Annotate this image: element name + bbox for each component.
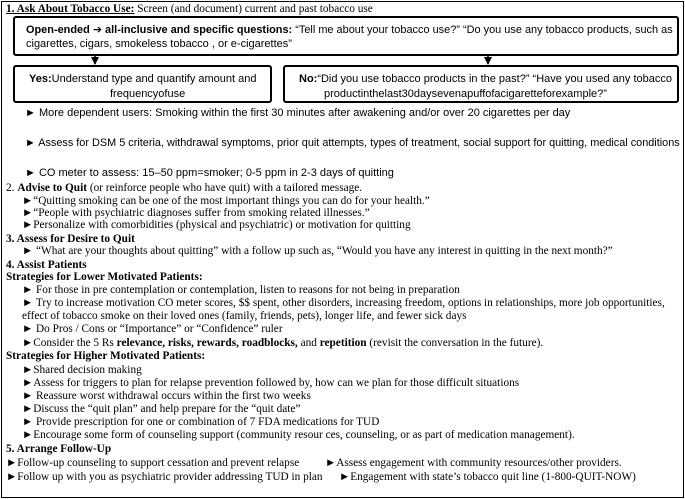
bullet-icon: ► xyxy=(22,377,34,389)
higher-item-2-text: Assess for triggers to plan for relapse prevention followed by, how can we plan for those difficult situations xyxy=(33,377,520,389)
s2-item-2 xyxy=(22,207,370,219)
s2-item-3-text: Personalize with comorbidities (physical and psychiatric) or motivation for quitting xyxy=(33,219,411,231)
yes-text-1: Understand type and quantify amount and xyxy=(51,73,257,85)
lower-item-3 xyxy=(22,323,283,335)
higher-item-3-text: Reassure worst withdrawal occurs within the first two weeks xyxy=(36,390,311,402)
higher-item-4-text: Discuss the “quit plan” and help prepare for the “quit date” xyxy=(33,403,301,415)
bullet-icon: ► xyxy=(22,207,34,219)
bullet-icon: ► xyxy=(339,471,351,483)
section-1-heading: 1. Ask About Tobacco Use: xyxy=(6,3,135,15)
open-ended-arrow-glyph: ➔ xyxy=(92,24,102,36)
bullet-icon: ► xyxy=(25,167,36,179)
bullet-icon: ► xyxy=(6,457,18,469)
bullet-icon: ► xyxy=(22,403,34,415)
five-rs-list: relevance, risks, rewards, roadblocks, xyxy=(116,337,298,349)
s5-item-2 xyxy=(325,457,622,469)
section-2-heading: Advise to Quit xyxy=(17,182,87,194)
s3-item-1-text: “What are your thoughts about quitting” with a follow up such as, “Would you have any interest in quitting in the next month?” xyxy=(36,245,613,257)
bullet-icon: ► xyxy=(22,284,34,296)
s1-item-1 xyxy=(25,107,570,119)
s5-item-4 xyxy=(339,471,636,483)
bullet-icon: ► xyxy=(325,457,337,469)
section-3-heading: 3. Assess for Desire to Quit xyxy=(6,233,135,245)
lower-item-5rs xyxy=(22,337,543,349)
bullet-icon: ► xyxy=(22,416,34,428)
s1-item-2 xyxy=(25,137,680,149)
bullet-icon: ► xyxy=(25,137,36,149)
bullet-icon: ► xyxy=(22,297,34,309)
five-rs-and: and xyxy=(300,337,317,349)
s5-item-1 xyxy=(6,457,299,469)
higher-item-1-text: Shared decision making xyxy=(33,364,142,376)
section-2-intro: (or reinforce people who have quit) with a tailored message. xyxy=(89,182,363,194)
no-line-1 xyxy=(299,73,672,85)
lower-item-2-continuation: effect of tobacco smoke on their loved ones (family, friends, pets), longer life, and fewer sick days xyxy=(22,310,467,322)
bullet-icon: ► xyxy=(22,323,34,335)
lower-item-1-text: For those in pre contemplation or contemplation, listen to reasons for not being in preparation xyxy=(36,284,460,296)
bullet-icon: ► xyxy=(22,337,34,349)
lower-item-3-text: Do Pros / Cons or “Importance” or “Confidence” ruler xyxy=(36,323,283,335)
lower-item-2-text: Try to increase motivation CO meter scores, $$ spent, other disorders, increasing freedom, options in relationships, more job opportunities, xyxy=(35,297,665,309)
no-label: No: xyxy=(299,73,318,85)
s2-item-3 xyxy=(22,219,411,231)
s2-item-1-text: “Quitting smoking can be one of the most important things you can do for your health.” xyxy=(33,195,430,207)
five-rs-intro: Consider the 5 Rs xyxy=(33,337,114,349)
s5-item-1-text: Follow-up counseling to support cessation and prevent relapse xyxy=(17,457,300,469)
open-ended-question-2: cigarettes, cigars, smokeless tobacco , or e-cigarettes” xyxy=(26,38,292,50)
five-rs-note: (revisit the conversation in the future). xyxy=(369,337,544,349)
bullet-icon: ► xyxy=(22,195,34,207)
open-ended-box xyxy=(13,16,679,56)
five-rs-repetition: repetition xyxy=(319,337,367,349)
bullet-icon: ► xyxy=(6,471,18,483)
bullet-icon: ► xyxy=(22,390,34,402)
no-text-1: “Did you use tobacco products in the past?” “Have you used any tobacco xyxy=(317,73,672,85)
no-box xyxy=(283,65,679,103)
section-1-intro: Screen (and document) current and past tobacco use xyxy=(137,3,373,15)
s2-item-2-text: “People with psychiatric diagnoses suffer from smoking related illnesses.” xyxy=(33,207,370,219)
open-ended-label-2: all-inclusive and specific questions: xyxy=(105,24,293,36)
s5-item-2-text: Assess engagement with community resources/other providers. xyxy=(336,457,622,469)
higher-item-1 xyxy=(22,364,142,376)
higher-item-4 xyxy=(22,403,300,415)
yes-text-2: frequencyofuse xyxy=(110,88,186,100)
bullet-icon: ► xyxy=(22,364,34,376)
higher-motivated-heading: Strategies for Higher Motivated Patients: xyxy=(6,350,206,362)
higher-item-3 xyxy=(22,390,311,402)
section-2-title xyxy=(6,182,362,194)
higher-item-2 xyxy=(22,377,519,389)
s5-item-3 xyxy=(6,471,323,483)
section-2-number: 2. xyxy=(6,182,15,194)
s1-item-3 xyxy=(25,167,394,179)
yes-box xyxy=(13,65,272,103)
higher-item-5 xyxy=(22,416,379,428)
s5-item-3-text: Follow up with you as psychiatric provider addressing TUD in plan xyxy=(17,471,323,483)
bullet-icon: ► xyxy=(22,245,34,257)
higher-item-6 xyxy=(22,429,575,441)
section-1-title xyxy=(6,3,373,15)
bullet-icon: ► xyxy=(25,107,36,119)
open-ended-label: Open-ended xyxy=(26,24,90,36)
bullet-icon: ► xyxy=(22,429,34,441)
section-5-heading: 5. Arrange Follow-Up xyxy=(6,443,112,455)
lower-item-2 xyxy=(22,297,665,309)
s5-item-4-text: Engagement with state’s tobacco quit line (1-800-QUIT-NOW) xyxy=(350,471,636,483)
yes-line-1 xyxy=(29,73,257,85)
section-4-heading: 4. Assist Patients xyxy=(6,259,87,271)
yes-label: Yes: xyxy=(29,73,52,85)
higher-item-5-text: Provide prescription for one or combination of 7 FDA medications for TUD xyxy=(36,416,380,428)
higher-item-6-text: Encourage some form of counseling support (community resour ces, counseling, or as part of medication management). xyxy=(33,429,575,441)
s2-item-1 xyxy=(22,195,430,207)
lower-motivated-heading: Strategies for Lower Motivated Patients: xyxy=(6,271,203,283)
open-ended-line-1 xyxy=(26,24,673,36)
s1-item-1-text: More dependent users: Smoking within the first 30 minutes after awakening and/or over 20 cigarettes per day xyxy=(38,107,571,119)
open-ended-question-1: “Tell me about your tobacco use?” “Do you use any tobacco products, such as xyxy=(295,24,673,36)
s1-item-3-text: CO meter to assess: 15–50 ppm=smoker; 0-5 ppm in 2-3 days of quitting xyxy=(38,167,394,179)
s1-item-2-text: Assess for DSM 5 criteria, withdrawal symptoms, prior quit attempts, types of treatment, social support for quitting, medical conditions xyxy=(38,137,680,149)
bullet-icon: ► xyxy=(22,219,34,231)
lower-item-1 xyxy=(22,284,460,296)
s3-item-1 xyxy=(22,245,613,257)
no-text-2: productinthelast30daysevenapuffofacigaretteforexample?” xyxy=(324,88,607,100)
